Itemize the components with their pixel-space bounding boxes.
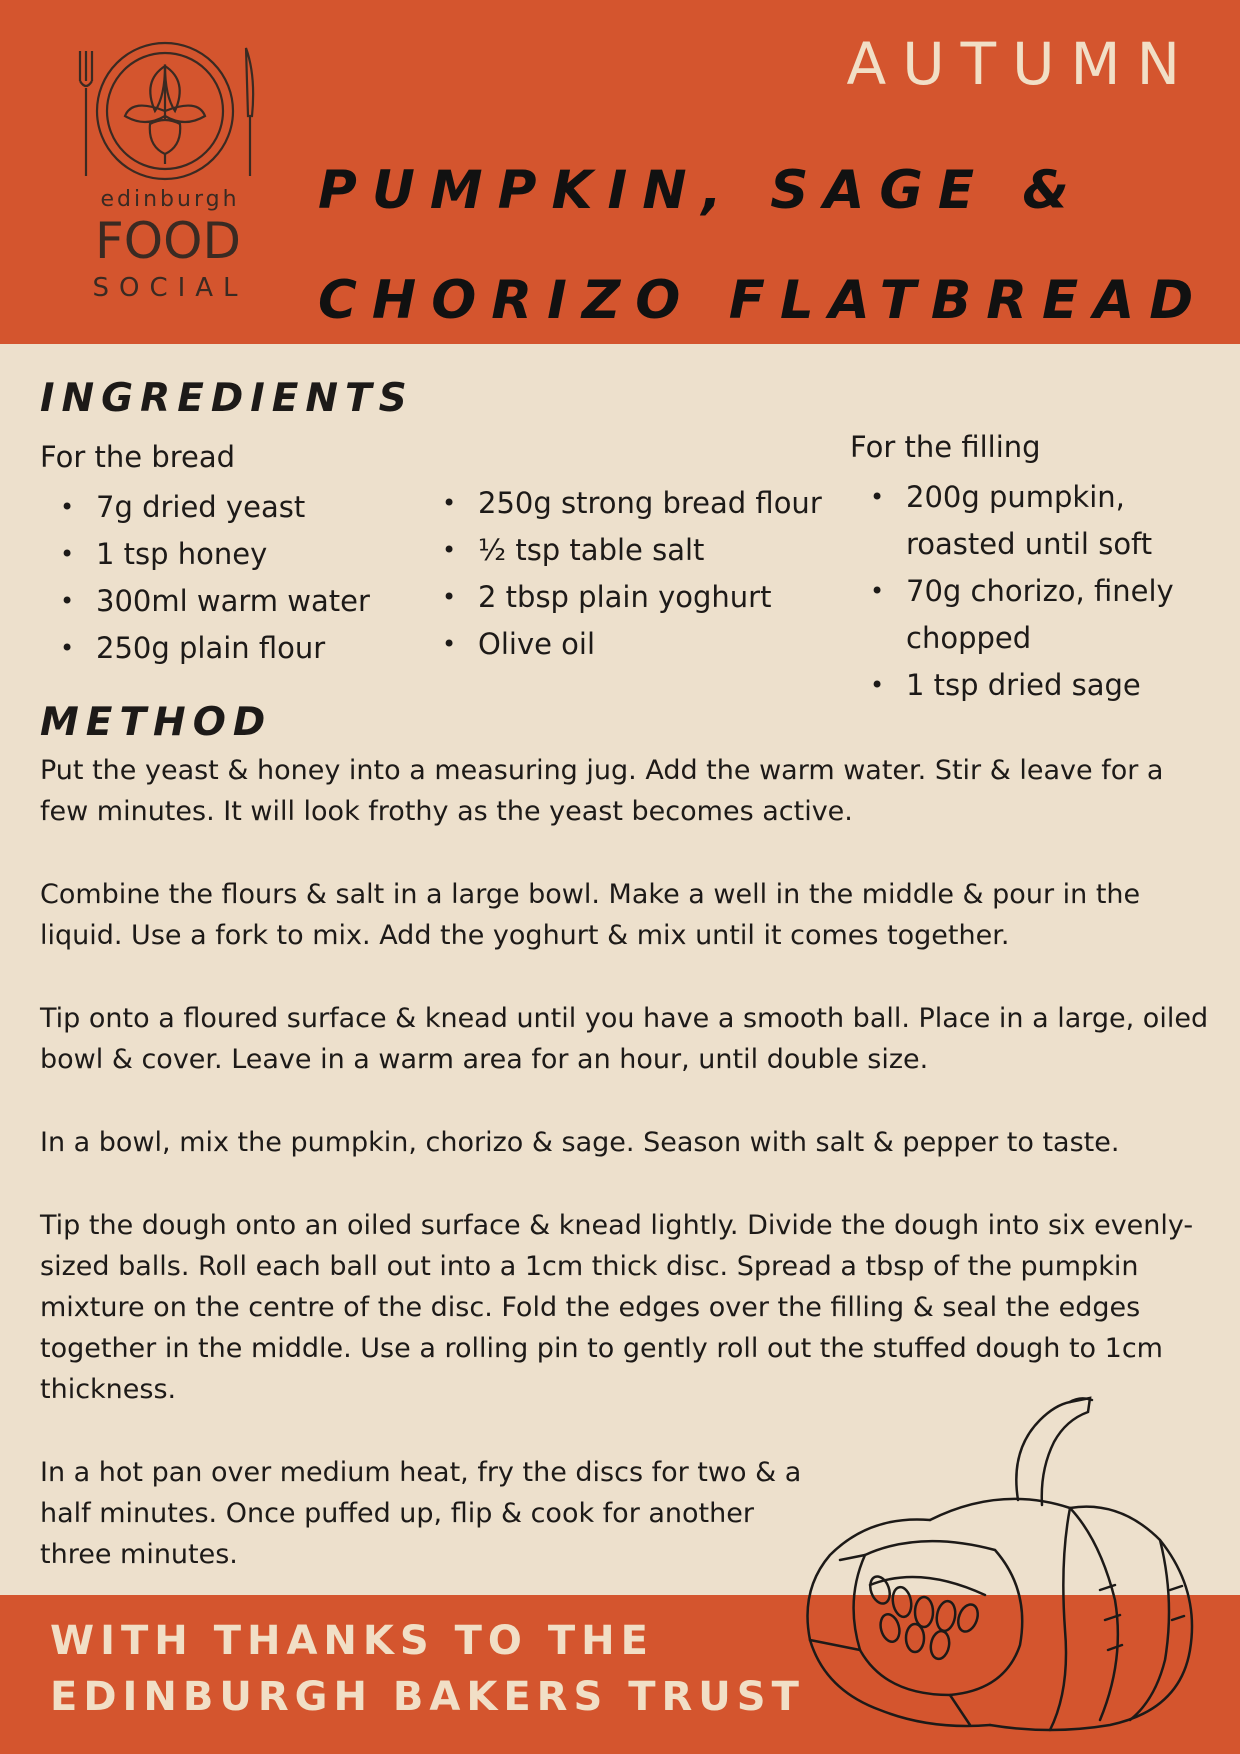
method-step: Tip onto a floured surface & knead until you have a smooth ball. Place in a large, oiled bowl & cover. Leave in a warm area for an hour, until double size. — [40, 1003, 1209, 1075]
list-item: • 70g chorizo, finely chopped — [850, 568, 1195, 662]
method-step: In a hot pan over medium heat, fry the discs for two & a half minutes. Once puffed up, flip & cook for another three minutes. — [40, 1457, 802, 1570]
recipe-title-line1: PUMPKIN, SAGE & — [318, 160, 1084, 221]
method-step: Tip the dough onto an oiled surface & knead lightly. Divide the dough into six evenly-sized balls. Roll each ball out into a 1cm thick disc. Spread a tbsp of the pumpkin mixture on the centre of the disc. Fold the edges over the filling & seal the edges together in the middle. Use a rolling pin to gently roll out the stuffed dough to 1cm thickness. — [40, 1210, 1194, 1405]
footer-line2: EDINBURGH BAKERS TRUST — [50, 1674, 805, 1720]
pumpkin-illustration-icon — [770, 1390, 1220, 1740]
method-step: In a bowl, mix the pumpkin, chorizo & sage. Season with salt & pepper to taste. — [40, 1127, 1120, 1158]
list-item: • 200g pumpkin, roasted until soft — [850, 474, 1195, 568]
edinburgh-food-social-logo — [70, 36, 270, 316]
footer-thanks — [50, 1613, 805, 1725]
recipe-title — [318, 136, 1218, 356]
list-item: • 250g strong bread flour — [422, 480, 852, 527]
bread-label: For the bread — [40, 440, 236, 474]
bread-list-col2 — [422, 480, 852, 668]
season-label: AUTUMN — [846, 30, 1196, 98]
logo-word-food: FOOD — [95, 212, 241, 270]
list-item: • ½ tsp table salt — [422, 527, 852, 574]
list-item: • 300ml warm water — [40, 578, 420, 625]
bread-list-col1 — [40, 484, 420, 672]
method-step: Combine the flours & salt in a large bowl. Make a well in the middle & pour in the liquid. Use a fork to mix. Add the yoghurt & mix until it comes together. — [40, 879, 1141, 951]
list-item: • Olive oil — [422, 621, 852, 668]
filling-list — [850, 474, 1195, 709]
logo-word-edinburgh: edinburgh — [100, 187, 240, 212]
logo-word-social: SOCIAL — [92, 273, 248, 303]
ingredients-heading: INGREDIENTS — [40, 376, 414, 421]
list-item: • 2 tbsp plain yoghurt — [422, 574, 852, 621]
list-item: • 250g plain flour — [40, 625, 420, 672]
method-step: Put the yeast & honey into a measuring jug. Add the warm water. Stir & leave for a few minutes. It will look frothy as the yeast becomes active. — [40, 755, 1164, 827]
list-item: • 1 tsp honey — [40, 531, 420, 578]
list-item: • 1 tsp dried sage — [850, 662, 1195, 709]
footer-line1: WITH THANKS TO THE — [50, 1618, 654, 1664]
header-banner — [0, 0, 1240, 344]
method-heading: METHOD — [40, 700, 273, 745]
recipe-title-line2: CHORIZO FLATBREAD — [318, 270, 1209, 331]
list-item: • 7g dried yeast — [40, 484, 420, 531]
filling-label: For the filling — [850, 430, 1041, 464]
